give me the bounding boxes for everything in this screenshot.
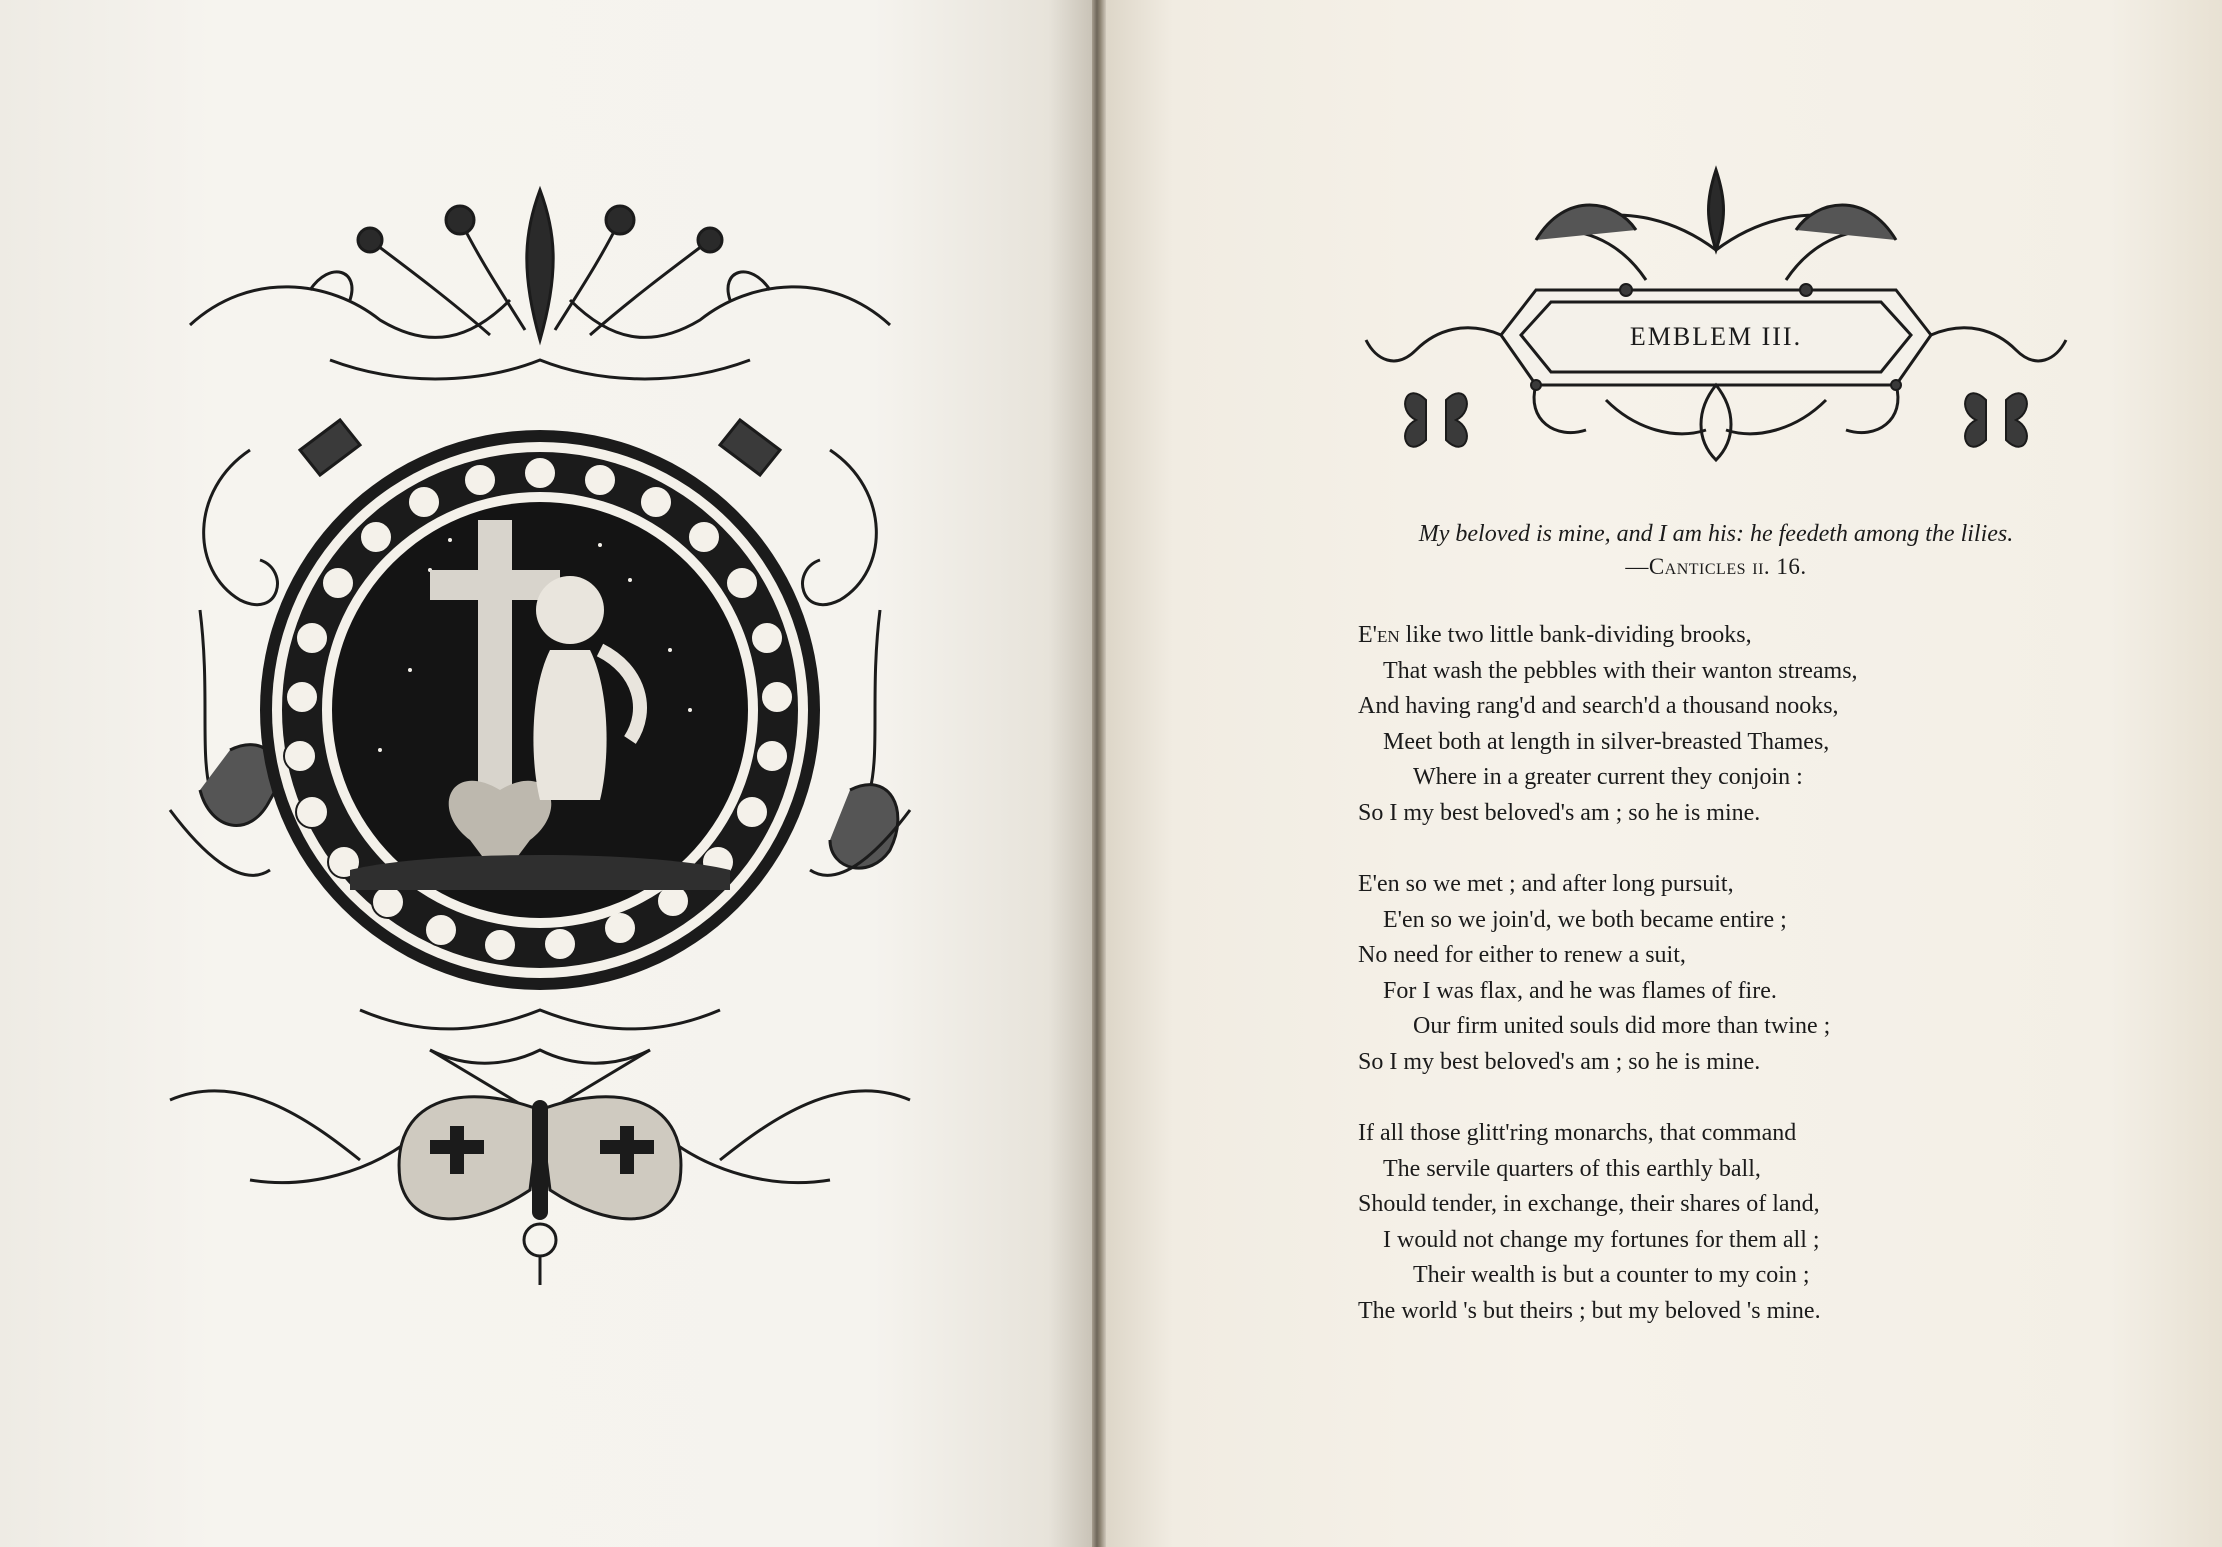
poem-line: So I my best beloved's am ; so he is mine.	[1358, 799, 1761, 826]
poem-line: E'en so we met ; and after long pursuit,	[1358, 871, 1734, 897]
emblem-illustration	[130, 150, 950, 1300]
poem-line: So I my best beloved's am ; so he is mine.	[1358, 1048, 1761, 1075]
poem-line: For I was flax, and he was flames of fire.	[1383, 977, 1777, 1004]
stanza-2	[1358, 867, 2158, 1080]
poem-line: The world 's but theirs ; but my beloved 's mine.	[1358, 1297, 1821, 1324]
poem-line	[1358, 618, 2158, 654]
poem-first-line-rest: like two little bank-dividing brooks,	[1399, 622, 1752, 648]
right-page	[1106, 0, 2222, 1547]
epigraph-citation: —Canticles ii. 16.	[1625, 554, 1807, 579]
poem-line: Our firm united souls did more than twine ;	[1413, 1013, 1831, 1039]
poem-line: I would not change my fortunes for them all ;	[1383, 1226, 1820, 1253]
poem-line: E'en so we join'd, we both became entire ;	[1383, 906, 1787, 933]
epigraph	[1286, 518, 2146, 584]
poem-line: Meet both at length in silver-breasted Thames,	[1383, 728, 1830, 755]
poem-line: And having rang'd and search'd a thousand nooks,	[1358, 693, 1839, 719]
stanza-3	[1358, 1116, 2158, 1329]
left-page	[0, 0, 1092, 1547]
book-gutter	[1092, 0, 1106, 1547]
emblem-title: EMBLEM III.	[1629, 322, 1803, 351]
poem-line: The servile quarters of this earthly ball,	[1383, 1155, 1761, 1182]
title-cartouche-ornament	[1356, 160, 2076, 480]
poem-line: If all those glitt'ring monarchs, that command	[1358, 1120, 1797, 1146]
poem-first-word: E'en	[1358, 622, 1400, 648]
poem-line: No need for either to renew a suit,	[1358, 942, 1686, 968]
poem	[1358, 618, 2158, 1365]
poem-line: That wash the pebbles with their wanton streams,	[1383, 657, 1858, 684]
epigraph-text: My beloved is mine, and I am his: he feedeth among the lilies.	[1418, 521, 2014, 547]
poem-line: Their wealth is but a counter to my coin ;	[1413, 1262, 1810, 1288]
stanza-1	[1358, 618, 2158, 831]
poem-line: Where in a greater current they conjoin :	[1413, 764, 1803, 790]
poem-line: Should tender, in exchange, their shares of land,	[1358, 1191, 1820, 1217]
